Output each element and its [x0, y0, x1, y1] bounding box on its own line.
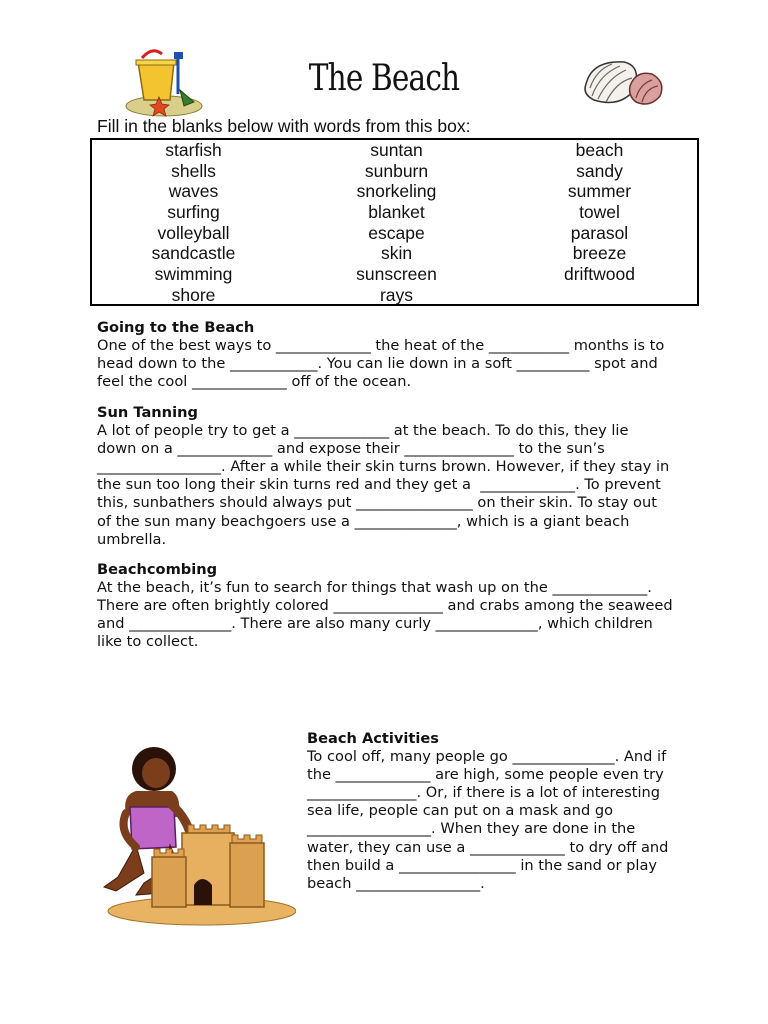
word-bank-item: towel — [579, 202, 620, 223]
body-line: like to collect. — [97, 633, 199, 651]
body-line: _________________. When they are done in the — [307, 820, 636, 838]
instructions-text: Fill in the blanks below with words from this box: — [97, 116, 471, 136]
body-line: umbrella. — [97, 530, 167, 548]
word-bank-item: snorkeling — [356, 181, 437, 202]
body-line: At the beach, it’s fun to search for things that wash up on the _____________. — [97, 579, 652, 597]
section-beach-activities — [307, 730, 707, 893]
section-body — [97, 579, 697, 651]
word-bank-item: starfish — [165, 140, 222, 160]
word-bank-item: sandy — [576, 160, 623, 181]
body-line: this, sunbathers should always put ________________ on their skin. To stay out — [97, 494, 657, 512]
body-line: beach _________________. — [307, 874, 485, 892]
word-bank-column-2 — [295, 140, 498, 306]
body-line: _______________. Or, if there is a lot of interesting — [307, 784, 661, 802]
word-bank-item: rays — [379, 284, 414, 305]
section-heading: Beach Activities — [307, 730, 439, 747]
body-line: There are often brightly colored _______________ and crabs among the seaweed — [97, 597, 673, 615]
word-bank-item: beach — [575, 140, 624, 160]
word-bank-item: volleyball — [157, 222, 230, 243]
word-bank-item: driftwood — [563, 264, 635, 285]
body-line: then build a ________________ in the sand or play — [307, 856, 658, 874]
body-line: down on a _____________ and expose their _______________ to the sun’s — [97, 440, 605, 458]
body-line: of the sun many beachgoers use a ______________, which is a giant beach — [97, 512, 630, 530]
section-beachcombing — [97, 561, 697, 651]
word-bank-item: shells — [171, 160, 216, 181]
section-heading: Sun Tanning — [97, 404, 198, 421]
section-going-to-the-beach — [97, 319, 697, 391]
body-line: A lot of people try to get a _____________ at the beach. To do this, they lie — [97, 422, 629, 440]
body-line: the sun too long their skin turns red and they get a _____________. To prevent — [97, 476, 661, 494]
body-line: sea life, people can put on a mask and go — [307, 802, 614, 820]
body-line: water, they can use a _____________ to dry off and — [307, 838, 669, 856]
word-bank-column-1 — [92, 140, 295, 306]
word-bank-item: escape — [368, 222, 425, 243]
body-line: the _____________ are high, some people even try — [307, 766, 664, 784]
section-heading: Beachcombing — [97, 561, 218, 578]
word-bank-item: skin — [380, 243, 413, 264]
word-bank-item: sunscreen — [356, 264, 437, 285]
word-bank-item: blanket — [368, 202, 425, 223]
section-sun-tanning — [97, 404, 697, 549]
section-body — [97, 337, 697, 391]
section-heading: Going to the Beach — [97, 319, 255, 336]
word-bank-item: breeze — [572, 243, 627, 264]
body-line: _________________. After a while their skin turns brown. However, if they stay in — [97, 458, 670, 476]
word-bank-item: surfing — [167, 202, 220, 223]
word-bank-item: sandcastle — [151, 243, 236, 264]
body-line: head down to the ____________. You can lie down in a soft __________ spot and — [97, 355, 658, 373]
word-bank-box — [90, 138, 699, 306]
word-bank-column-3 — [498, 140, 701, 285]
word-bank-item: sunburn — [364, 160, 429, 181]
body-line: One of the best ways to _____________ the heat of the ___________ months is to — [97, 337, 665, 355]
girl-building-sandcastle-illustration — [96, 745, 296, 927]
page-title: The Beach — [308, 58, 460, 99]
body-line: feel the cool _____________ off of the ocean. — [97, 373, 412, 391]
section-body — [307, 748, 707, 893]
word-bank-item: parasol — [570, 222, 629, 243]
word-bank-item: summer — [567, 181, 632, 202]
body-line: and ______________. There are also many curly ______________, which children — [97, 615, 653, 633]
word-bank-item: swimming — [154, 264, 233, 285]
word-bank-item: shore — [171, 284, 216, 305]
body-line: To cool off, many people go ______________. And if — [307, 748, 667, 766]
word-bank-item: waves — [168, 181, 219, 202]
word-bank-item: suntan — [370, 140, 423, 160]
section-body — [97, 422, 697, 549]
